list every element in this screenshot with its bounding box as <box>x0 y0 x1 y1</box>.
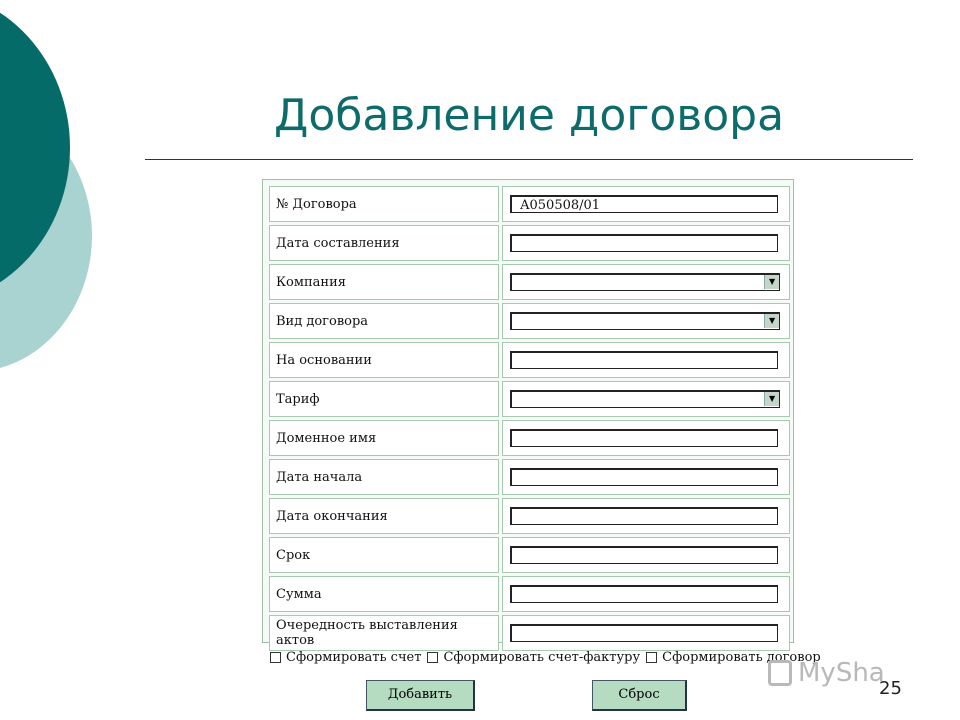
checkbox-label: Сформировать договор <box>662 650 821 665</box>
field-label: Доменное имя <box>269 420 499 456</box>
checkbox-tax-invoice[interactable] <box>427 650 640 665</box>
dropdown-arrow-icon[interactable]: ▼ <box>764 275 779 289</box>
form-row <box>269 498 790 534</box>
field-label: Дата начала <box>269 459 499 495</box>
reset-button[interactable]: Сброс <box>592 680 687 711</box>
field-cell <box>502 498 790 534</box>
field-cell <box>502 225 790 261</box>
field-label: Срок <box>269 537 499 573</box>
field-dropdown[interactable] <box>510 273 780 291</box>
form-row <box>269 615 790 651</box>
checkbox-box[interactable] <box>646 652 657 663</box>
field-label: Сумма <box>269 576 499 612</box>
options-row <box>270 650 827 665</box>
form-row <box>269 381 790 417</box>
form-row <box>269 264 790 300</box>
field-cell <box>502 420 790 456</box>
page-number: 25 <box>879 678 902 699</box>
field-cell <box>502 303 790 339</box>
contract-form <box>262 179 794 648</box>
field-input[interactable] <box>510 429 778 447</box>
dropdown-arrow-icon[interactable]: ▼ <box>764 314 779 328</box>
watermark-text: MySha <box>798 658 885 688</box>
form-row <box>269 225 790 261</box>
field-cell <box>502 342 790 378</box>
field-label: Очередность выставления актов <box>269 615 499 651</box>
form-row <box>269 576 790 612</box>
form-table <box>266 183 793 654</box>
field-cell <box>502 576 790 612</box>
checkbox-box[interactable] <box>270 652 281 663</box>
watermark-logo <box>768 658 885 688</box>
checkbox-label: Сформировать счет <box>286 650 422 665</box>
field-input[interactable] <box>510 234 778 252</box>
field-input[interactable] <box>510 468 778 486</box>
field-cell <box>502 264 790 300</box>
field-cell <box>502 459 790 495</box>
form-row <box>269 459 790 495</box>
field-label: Тариф <box>269 381 499 417</box>
field-dropdown[interactable] <box>510 390 780 408</box>
field-label: Дата окончания <box>269 498 499 534</box>
field-label: № Договора <box>269 186 499 222</box>
field-input[interactable] <box>510 351 778 369</box>
checkbox-label: Сформировать счет-фактуру <box>443 650 641 665</box>
field-label: Компания <box>269 264 499 300</box>
slide-title: Добавление договора <box>273 90 785 141</box>
field-label: На основании <box>269 342 499 378</box>
field-dropdown[interactable] <box>510 312 780 330</box>
watermark-icon <box>768 660 792 686</box>
form-row <box>269 342 790 378</box>
field-label: Вид договора <box>269 303 499 339</box>
field-input[interactable] <box>510 624 778 642</box>
field-label: Дата составления <box>269 225 499 261</box>
dropdown-arrow-icon[interactable]: ▼ <box>764 392 779 406</box>
field-input[interactable] <box>510 507 778 525</box>
form-row <box>269 303 790 339</box>
add-button[interactable]: Добавить <box>366 680 475 711</box>
field-cell <box>502 186 790 222</box>
checkbox-box[interactable] <box>427 652 438 663</box>
form-row <box>269 537 790 573</box>
field-cell <box>502 537 790 573</box>
field-input[interactable]: A050508/01 <box>510 195 778 213</box>
form-row <box>269 420 790 456</box>
field-cell <box>502 381 790 417</box>
field-cell <box>502 615 790 651</box>
form-row <box>269 186 790 222</box>
field-input[interactable] <box>510 585 778 603</box>
checkbox-invoice[interactable] <box>270 650 421 665</box>
title-divider <box>145 159 913 160</box>
field-input[interactable] <box>510 546 778 564</box>
